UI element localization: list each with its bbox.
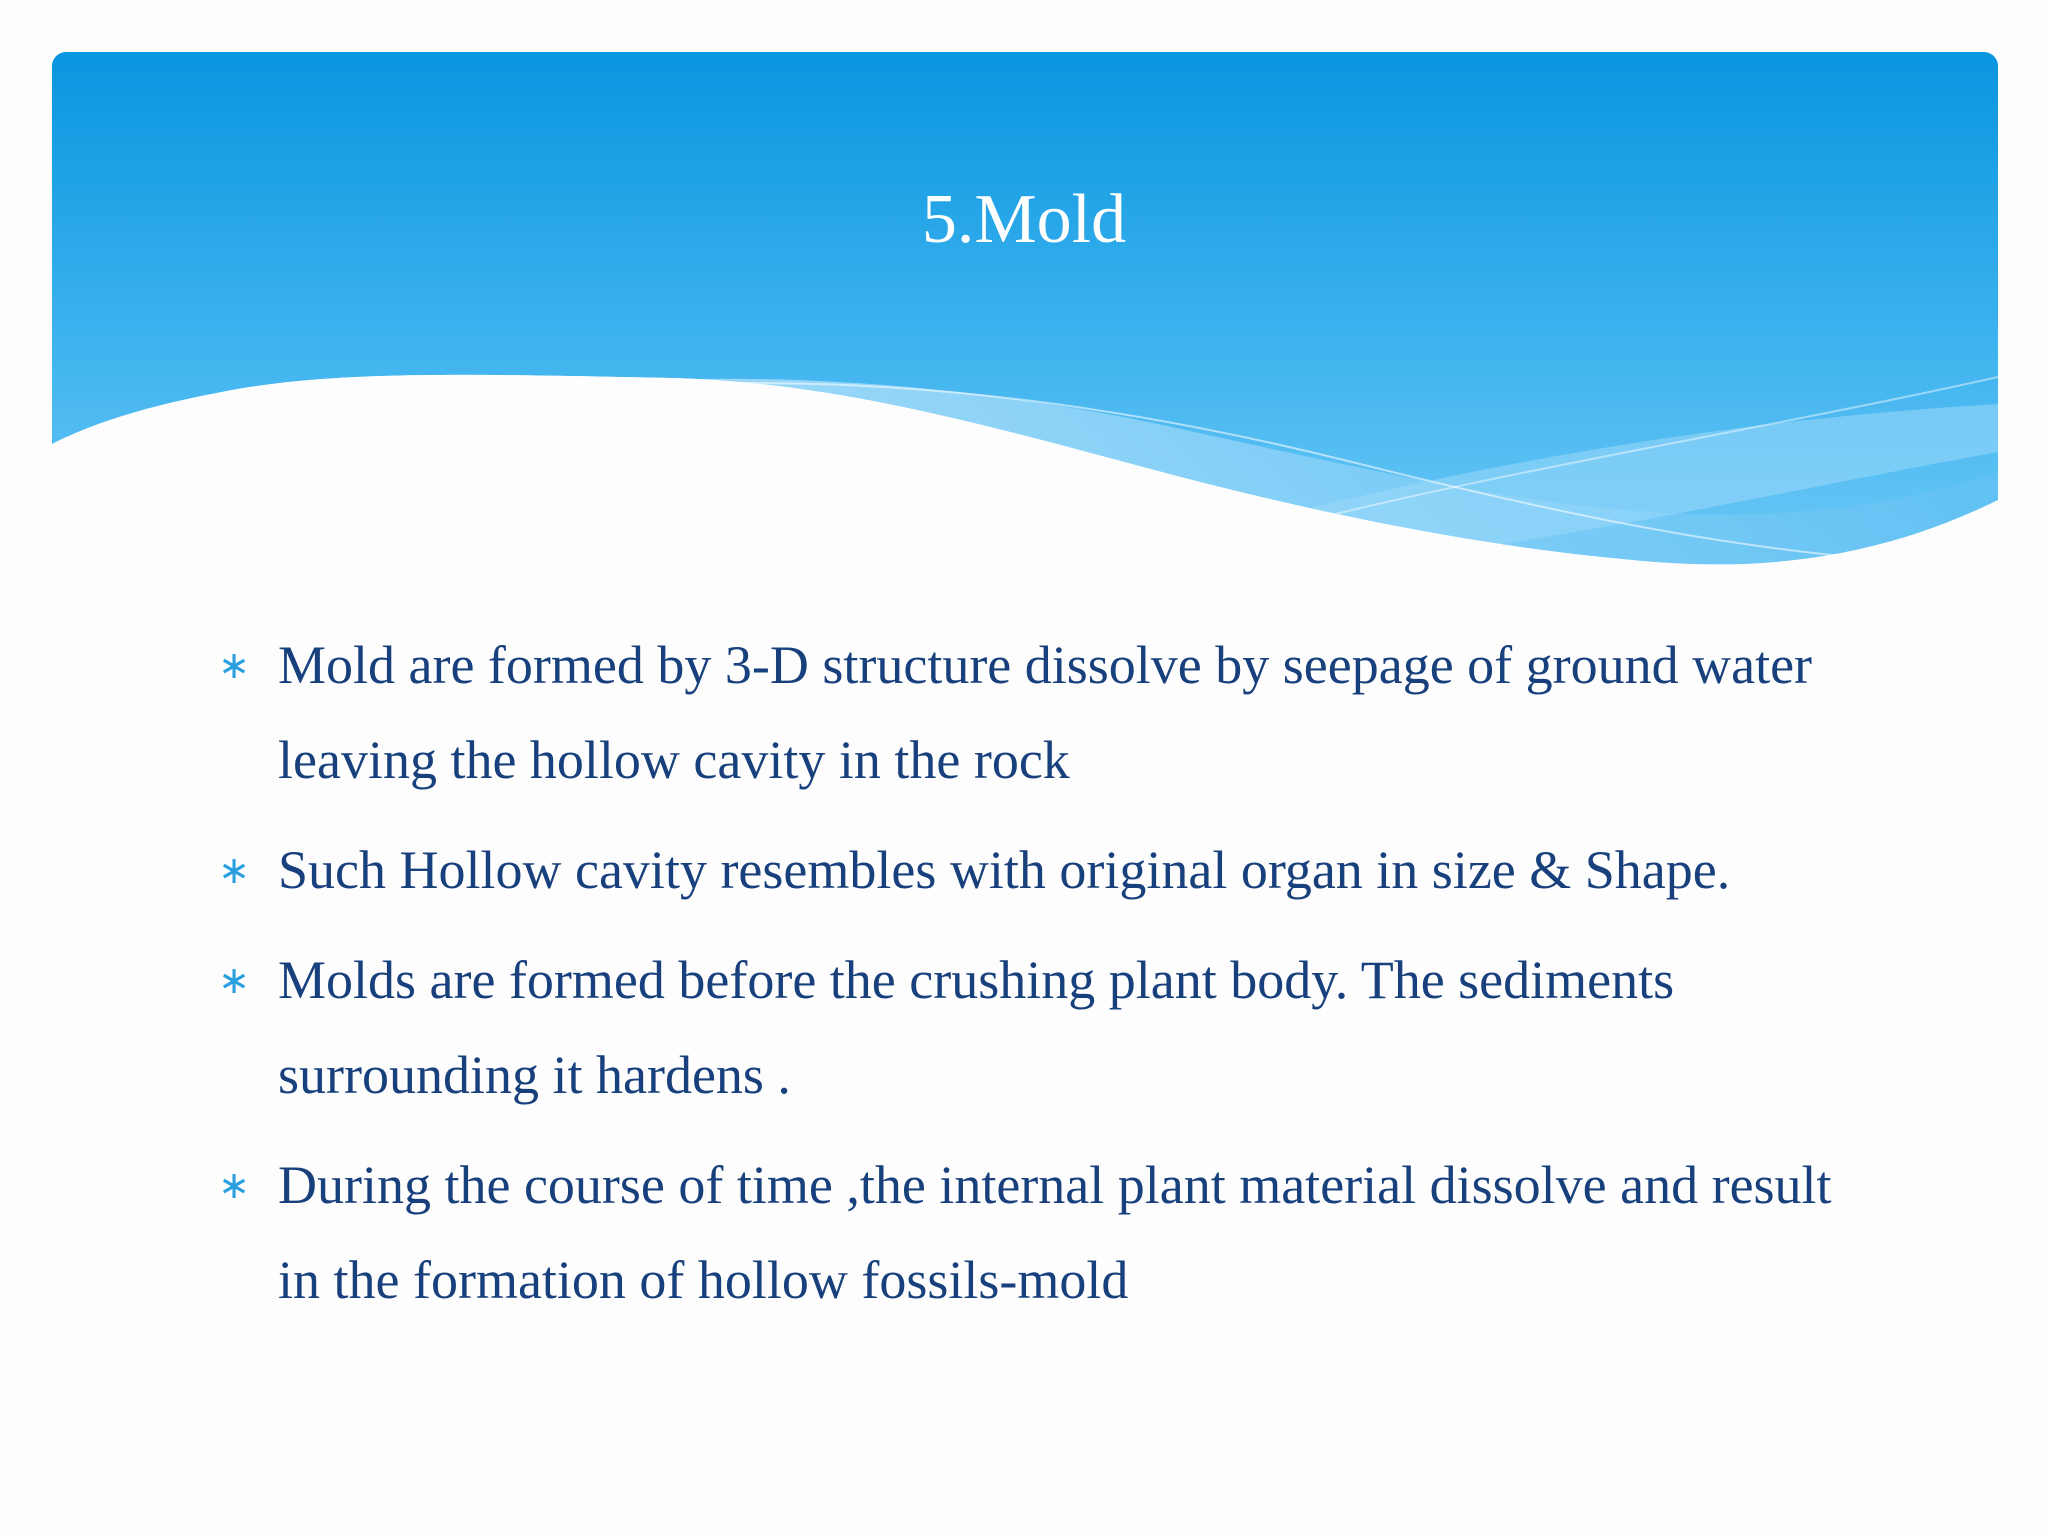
bullet-text: Such Hollow cavity resembles with original organ in size & Shape. <box>278 840 1731 900</box>
bullet-item <box>210 933 1850 1123</box>
bullet-text: Molds are formed before the crushing plant body. The sediments surrounding it hardens . <box>278 950 1675 1105</box>
slide-title: 5.Mold <box>921 181 1127 258</box>
header-wave-graphic <box>52 52 1998 612</box>
bullet-item <box>210 1138 1850 1328</box>
asterisk-bullet-icon: ∗ <box>218 643 250 687</box>
asterisk-bullet-icon: ∗ <box>218 848 250 892</box>
bullet-list <box>210 618 1850 1343</box>
bullet-item <box>210 823 1850 918</box>
bullet-item <box>210 618 1850 808</box>
asterisk-bullet-icon: ∗ <box>218 1163 250 1207</box>
header-wave-band <box>52 52 1998 612</box>
asterisk-bullet-icon: ∗ <box>218 958 250 1002</box>
bullet-text: Mold are formed by 3-D structure dissolve by seepage of ground water leaving the hollow cavity in the rock <box>278 635 1813 790</box>
bullet-text: During the course of time ,the internal plant material dissolve and result in the formation of hollow fossils-mold <box>278 1155 1832 1310</box>
